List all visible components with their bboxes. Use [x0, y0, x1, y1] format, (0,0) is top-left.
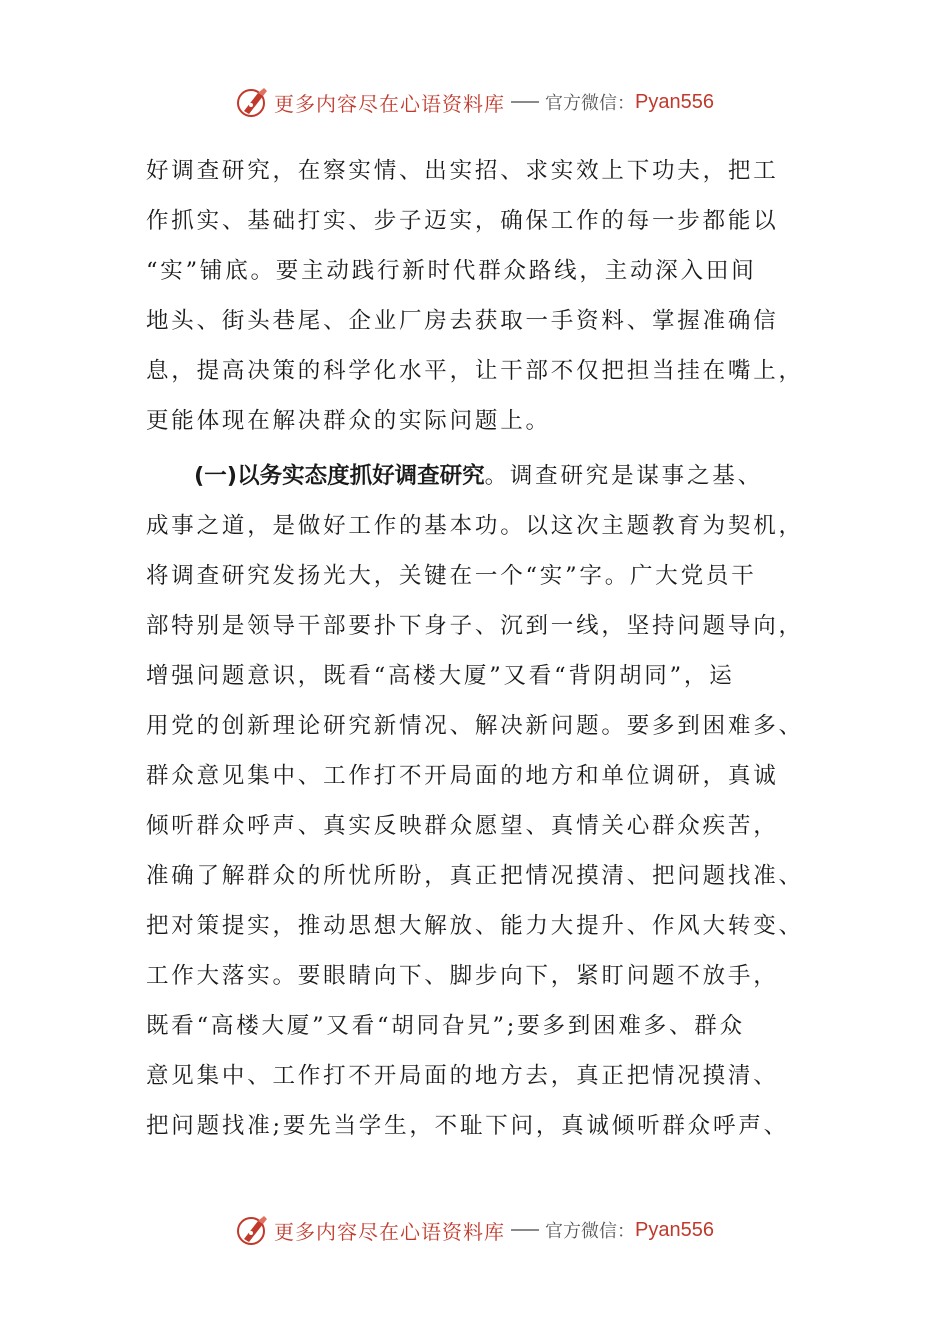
text-run: 。调查研究是谋事之基、: [484, 463, 763, 489]
footer-banner: [0, 1208, 950, 1252]
banner-wechat-id: Pyan556: [635, 90, 714, 113]
banner-divider: [511, 101, 539, 103]
text-line: 部特别是领导干部要扑下身子、沉到一线，坚持问题导向，: [146, 613, 804, 639]
text-line: 群众意见集中、工作打不开局面的地方和单位调研，真诚: [146, 763, 779, 789]
banner-title: 更多内容尽在心语资料库: [274, 1219, 506, 1244]
text-line: 用党的创新理论研究新情况、解决新问题。要多到困难多、: [146, 713, 804, 739]
text-line: 好调查研究，在察实情、出实招、求实效上下功夫，把工: [146, 158, 779, 184]
section-heading: (一)以务实态度抓好调查研究: [194, 463, 485, 489]
text-line: [146, 451, 806, 501]
text-line: 倾听群众呼声、真实反映群众愿望、真情关心群众疾苦，: [146, 813, 779, 839]
text-line: 地头、街头巷尾、企业厂房去获取一手资料、掌握准确信: [146, 308, 779, 334]
text-line: 作抓实、基础打实、步子迈实，确保工作的每一步都能以: [146, 208, 779, 234]
text-line: 工作大落实。要眼睛向下、脚步向下，紧盯问题不放手，: [146, 963, 779, 989]
banner-divider: [511, 1229, 539, 1231]
paragraph-2: [146, 451, 806, 1151]
text-line: 把对策提实，推动思想大解放、能力大提升、作风大转变、: [146, 913, 804, 939]
pen-nib-logo-icon: [236, 1213, 270, 1247]
text-line: 成事之道，是做好工作的基本功。以这次主题教育为契机，: [146, 513, 804, 539]
banner-wechat-id: Pyan556: [635, 1218, 714, 1241]
pen-nib-logo-icon: [236, 85, 270, 119]
banner-subtitle: 官方微信：: [545, 1221, 636, 1242]
document-body: [146, 146, 806, 1151]
header-banner: [0, 80, 950, 124]
banner-subtitle: 官方微信：: [545, 93, 636, 114]
text-line: 增强问题意识，既看“高楼大厦”又看“背阴胡同”，运: [146, 663, 735, 689]
text-line: 把问题找准;要先当学生，不耻下问，真诚倾听群众呼声、: [146, 1113, 789, 1139]
text-line: 既看“高楼大厦”又看“胡同旮旯”;要多到困难多、群众: [146, 1013, 745, 1039]
text-line: 更能体现在解决群众的实际问题上。: [146, 408, 551, 434]
text-line: “实”铺底。要主动践行新时代群众路线，主动深入田间: [146, 258, 757, 284]
text-line: 意见集中、工作打不开局面的地方去，真正把情况摸清、: [146, 1063, 779, 1089]
text-line: 将调查研究发扬光大，关键在一个“实”字。广大党员干: [146, 563, 757, 589]
text-line: 息，提高决策的科学化水平，让干部不仅把担当挂在嘴上，: [146, 358, 804, 384]
text-line: 准确了解群众的所忧所盼，真正把情况摸清、把问题找准、: [146, 863, 804, 889]
paragraph-1: [146, 146, 806, 446]
banner-title: 更多内容尽在心语资料库: [274, 91, 506, 116]
